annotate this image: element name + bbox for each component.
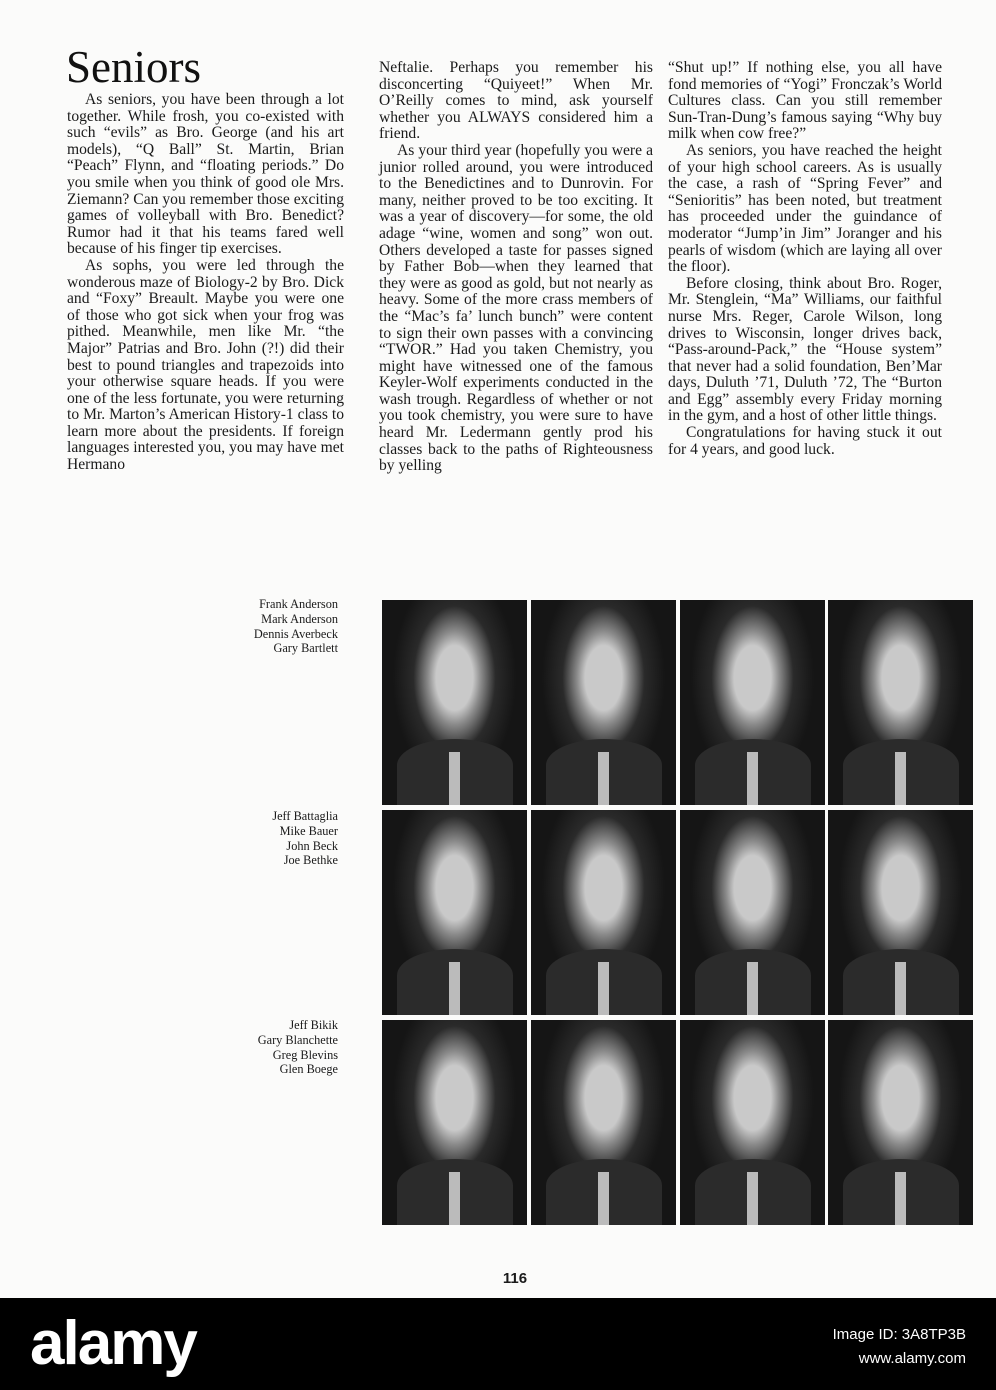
portrait-tie [895,752,907,805]
student-name: Gary Blanchette [257,1032,338,1047]
student-portrait [382,1020,527,1225]
page-number: 116 [502,1270,528,1287]
text-column-3 [668,60,942,458]
student-name: John Beck [286,838,338,853]
watermark-url: www.alamy.com [858,1350,966,1367]
student-name: Jeff Battaglia [272,809,338,823]
text-column-2 [379,60,653,475]
paragraph: As seniors, you have been through a lot together. While frosh, you co-existed with such “evils” as Bro. George (and his art models), “Q Ball” St. Martin, Brian “Peach” Flynn, and “floating periods.” Do you smile when you think of good ole Mrs. Ziemann? Can you remember those exciting games of volleyball with Bro. Benedict? Rumor had it that his teams fared well because of his finger tip exercises. [67,91,344,258]
portrait-tie [598,962,610,1015]
portrait-grid [382,600,969,1228]
portrait-tie [449,752,461,805]
student-name: Frank Anderson [259,597,338,611]
portrait-tie [449,962,461,1015]
portrait-tie [895,962,907,1015]
watermark-meta [833,1323,966,1371]
portrait-tie [747,752,759,805]
paragraph: As your third year (hopefully you were a junior rolled around, you were introduced to the Benedictines and to Dunrovin. For many, neither proved to be too exciting. It was a year of discovery—for some, the old adage “wine, women and song” won out. Others developed a taste for passes signed by Father Bob—when they learned that they were as good as gold, but not nearly as heavy. Some of the more crass members of the “Mac’s fa’ lunch bunch” were content to sign their own passes with a convincing “TWOR.” Had you taken Chemistry, you might have witnessed one of the famous Keyler-Wolf experiments conducted in the wash trough. Regardless of whether or not you took chemistry, you were sure to have heard Mr. Ledermann gently prod his classes back to the paths of Righteousness by yelling [379,141,653,475]
student-name: Dennis Averbeck [253,626,338,641]
student-portrait [828,810,973,1015]
student-name: Joe Bethke [283,853,338,868]
student-name: Mark Anderson [261,611,338,626]
student-portrait [680,1020,825,1225]
student-portrait [828,1020,973,1225]
paragraph: Neftalie. Perhaps you remember his disconcerting “Quiyeet!” When Mr. O’Reilly comes to mind, ask yourself whether you ALWAYS considered him a friend. [379,59,653,143]
student-portrait [382,810,527,1015]
paragraph: Before closing, think about Bro. Roger, Mr. Stenglein, “Ma” Williams, our faithful nurse Mrs. Reger, Carole Wilson, long drives to Wisconsin, longer drives back, “Pass-around-Pack,” the “House system” that never had a solid foundation, Ben’Mar days, Duluth ’71, Duluth ’72, The “Burton and Egg” assembly every Friday morning in the gym, and a host of other little things. [668,274,942,425]
paragraph: As sophs, you were led through the wonderous maze of Biology-2 by Bro. Dick and “Foxy” Breault. Maybe you were one of those who got sick when your frog was pithed. Meanwhile, men like Mr. “the Major” Patrias and Bro. John (?!) did their best to pound triangles and trapezoids into your otherwise square heads. If you were one of the less fortunate, you were returning to Mr. Marton’s American History-1 class to learn more about the presidents. If foreign languages interested you, you may have met Hermano [67,256,344,474]
student-name: Greg Blevins [272,1047,338,1062]
student-portrait [531,600,676,805]
student-name: Jeff Bikik [289,1018,338,1032]
portrait-tie [895,1172,907,1225]
paragraph: Congratulations for having stuck it out for 4 years, and good luck. [668,424,942,458]
portrait-tie [747,962,759,1015]
student-name: Mike Bauer [279,823,338,838]
name-list-row-1 [200,597,338,656]
student-name: Glen Boege [279,1062,338,1077]
text-column-1 [67,92,344,474]
image-id: Image ID: 3A8TP3B [832,1326,966,1343]
portrait-tie [598,752,610,805]
name-list-row-3 [200,1018,338,1077]
name-list-row-2 [200,809,338,868]
page-title: Seniors [66,42,201,92]
portrait-tie [449,1172,461,1225]
portrait-tie [598,1172,610,1225]
paragraph: As seniors, you have reached the height of your high school careers. As is usually the case, a rash of “Spring Fever” and “Senioritis” has been noted, but treatment has proceeded under the guindance of moderator “Jump’in Jim” Joranger and his pearls of wisdom (which are laying all over the floor). [668,141,942,276]
student-portrait [531,1020,676,1225]
student-portrait [382,600,527,805]
paragraph: “Shut up!” If nothing else, you all have fond memories of “Yogi” Fronczak’s World Cultures class. Can you still remember Sun-Tran-Dung’s famous saying “Why buy milk when cow free?” [668,59,942,143]
student-portrait [680,600,825,805]
student-name: Gary Bartlett [273,641,338,656]
student-portrait [828,600,973,805]
student-portrait [680,810,825,1015]
alamy-logo: alamy [30,1309,196,1378]
portrait-tie [747,1172,759,1225]
student-portrait [531,810,676,1015]
watermark-bar [0,1298,996,1390]
